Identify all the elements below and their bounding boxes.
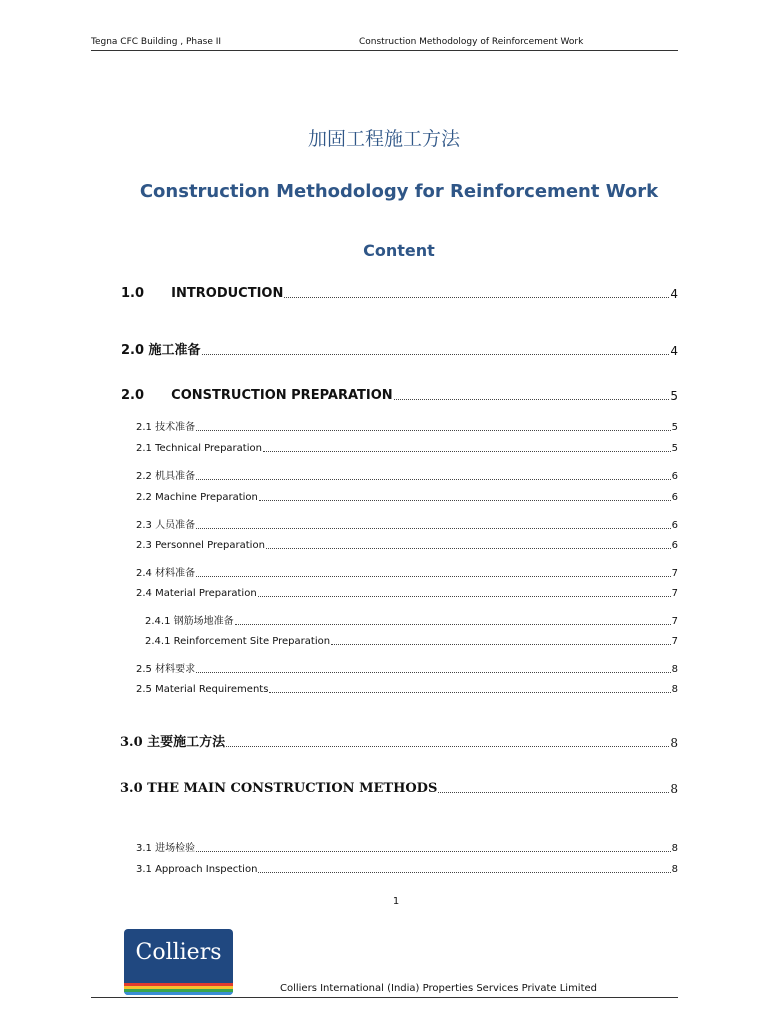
- toc-entry-2-4-1-site[interactable]: 2.4.1 Reinforcement Site Preparation 7: [145, 636, 678, 647]
- toc-entry-introduction[interactable]: 1.0 INTRODUCTION 4: [121, 286, 678, 301]
- toc-entry-2-4-1-cn[interactable]: 2.4.1 钢筋场地准备 7: [145, 616, 678, 627]
- toc-entry-3-1-cn[interactable]: 3.1 进场检验 8: [136, 843, 678, 854]
- toc-entry-2-3-personnel[interactable]: 2.3 Personnel Preparation 6: [136, 540, 678, 551]
- toc-entry-2-3-cn[interactable]: 2.3 人员准备 6: [136, 520, 678, 531]
- footer-rule: [91, 997, 678, 998]
- title-chinese: 加固工程施工方法: [307, 128, 460, 150]
- toc-entry-2-5-requirements[interactable]: 2.5 Material Requirements 8: [136, 684, 678, 695]
- toc-entry-2-1-cn[interactable]: 2.1 技术准备 5: [136, 422, 678, 433]
- toc-entry-2-5-cn[interactable]: 2.5 材料要求 8: [136, 664, 678, 675]
- logo-color-bands: [124, 983, 233, 995]
- page-number: 1: [392, 896, 400, 907]
- colliers-logo: [124, 929, 233, 995]
- content-heading: Content: [363, 241, 435, 260]
- toc-entry-2-1-technical[interactable]: 2.1 Technical Preparation 5: [136, 443, 678, 454]
- page-header: [91, 36, 678, 51]
- toc-entry-2-2-machine[interactable]: 2.2 Machine Preparation 6: [136, 492, 678, 503]
- header-project: Tegna CFC Building , Phase II: [91, 37, 222, 47]
- logo-wordmark: Colliers: [135, 940, 222, 965]
- toc-entry-main-methods[interactable]: 3.0 THE MAIN CONSTRUCTION METHODS 8: [120, 781, 678, 796]
- toc-entry-preparation-cn[interactable]: 2.0 施工准备 4: [121, 343, 678, 358]
- footer-company: Colliers International (India) Properties Services Private Limited: [280, 983, 598, 994]
- toc-entry-main-methods-cn[interactable]: 3.0 主要施工方法 8: [120, 735, 678, 750]
- toc-entry-2-2-cn[interactable]: 2.2 机具准备 6: [136, 471, 678, 482]
- header-doc-title: Construction Methodology of Reinforcement Work: [359, 37, 584, 47]
- toc-entry-2-4-material[interactable]: 2.4 Material Preparation 7: [136, 588, 678, 599]
- toc-entry-3-1-inspection[interactable]: 3.1 Approach Inspection 8: [136, 864, 678, 875]
- toc-entry-2-4-cn[interactable]: 2.4 材料准备 7: [136, 568, 678, 579]
- toc-entry-construction-preparation[interactable]: 2.0 CONSTRUCTION PREPARATION 5: [121, 388, 678, 403]
- title-english: Construction Methodology for Reinforcement Work: [139, 181, 659, 202]
